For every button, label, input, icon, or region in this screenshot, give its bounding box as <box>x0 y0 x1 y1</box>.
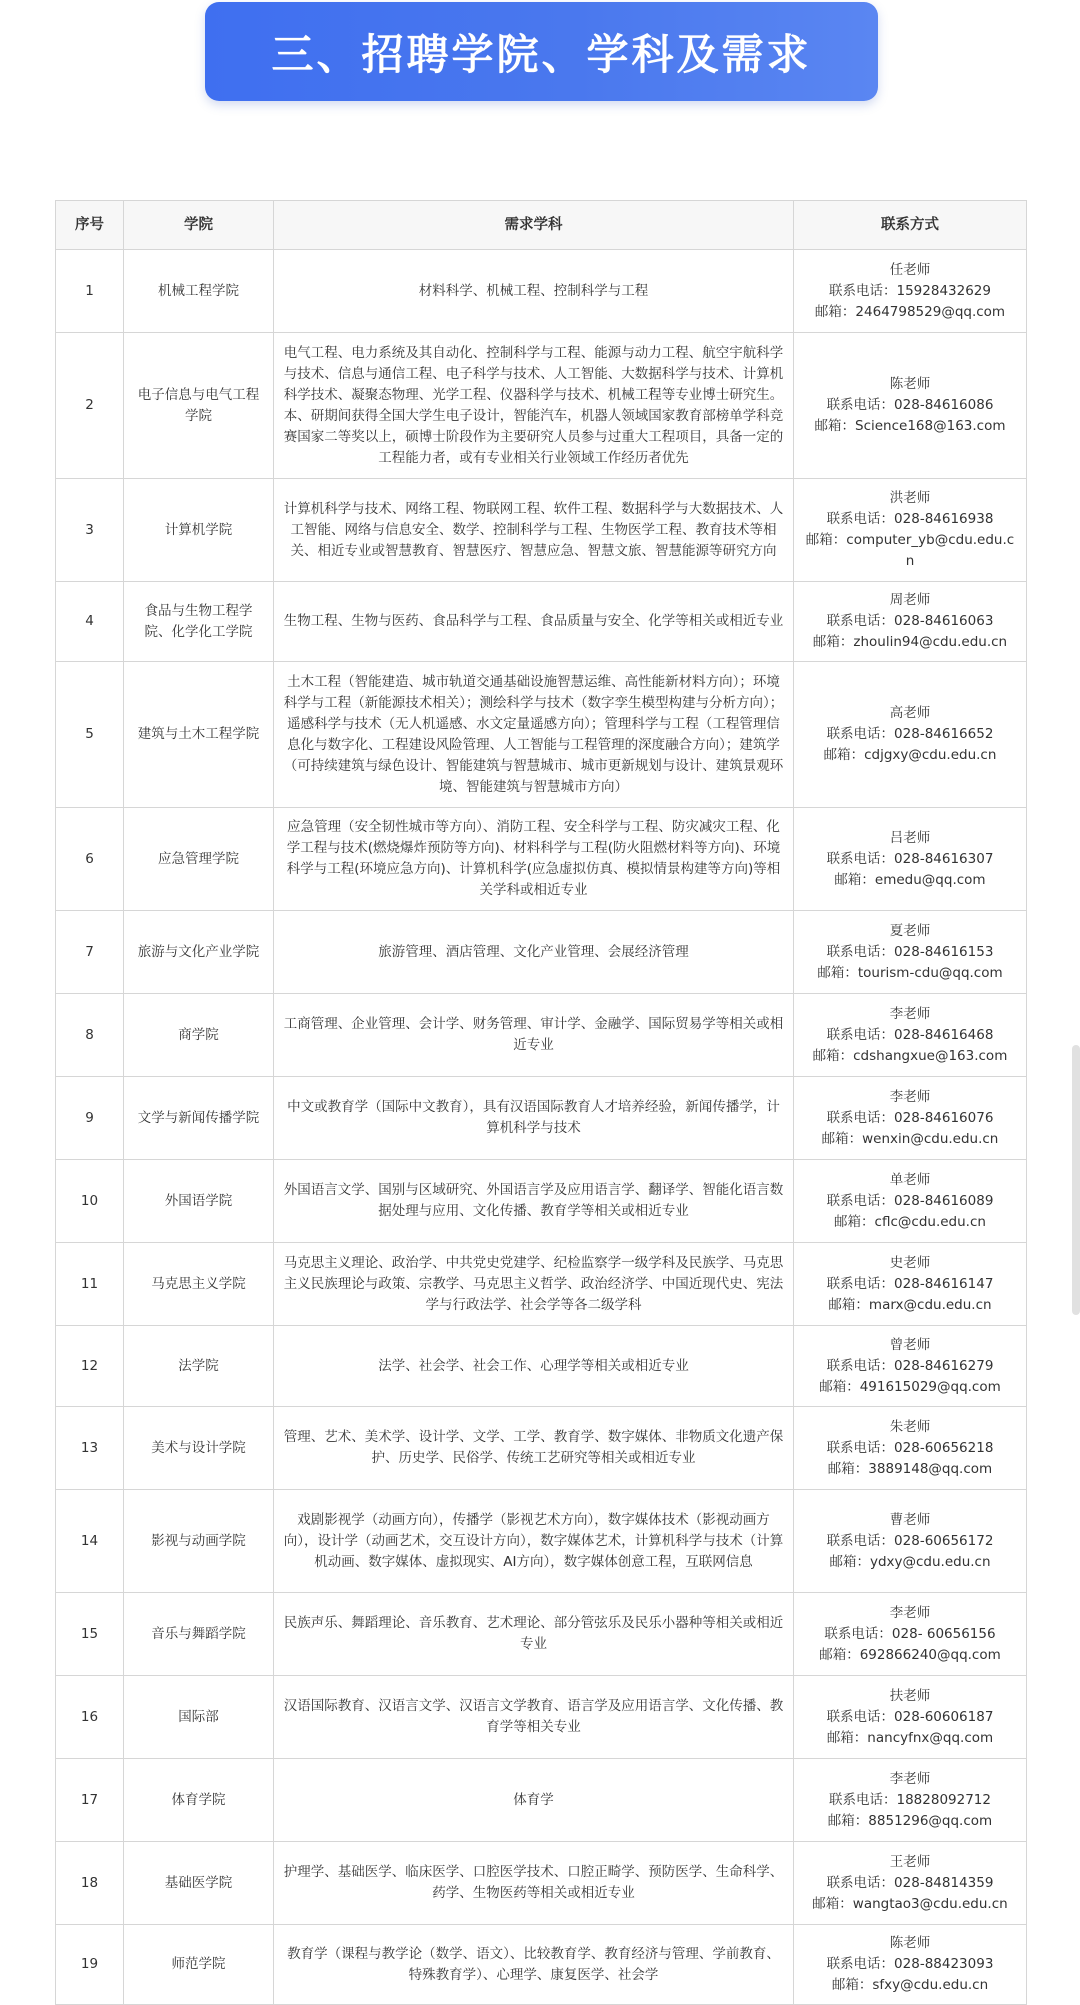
table-row <box>56 1077 1027 1160</box>
subjects-text: 计算机科学与技术、网络工程、物联网工程、软件工程、数据科学与大数据技术、人工智能、网络与信息安全、数学、控制科学与工程、生物医学工程、教育技术等相关、相近专业或智慧教育、智慧医疗、智慧应急、智慧文旅、智慧能源等研究方向 <box>274 479 794 582</box>
contact-phone: 联系电话：028-84616153 <box>826 943 994 960</box>
contact-phone: 联系电话：18828092712 <box>829 1791 991 1808</box>
contact-phone: 联系电话：028-84616063 <box>826 613 994 629</box>
contact-name: 陈老师 <box>889 376 931 392</box>
contact-cell <box>794 1243 1027 1326</box>
table-row <box>56 994 1027 1077</box>
college-name: 建筑与土木工程学院 <box>124 662 274 808</box>
contact-name: 陈老师 <box>889 1935 931 1951</box>
contact-cell <box>794 1925 1027 2005</box>
contact-cell <box>794 582 1027 662</box>
section-title: 三、招聘学院、学科及需求 <box>271 29 812 79</box>
contact-phone: 联系电话：028-84814359 <box>826 1874 994 1891</box>
contact-email: 邮箱：Science168@163.com <box>814 418 1006 434</box>
table-row <box>56 250 1027 333</box>
college-name: 机械工程学院 <box>124 250 274 333</box>
row-number: 14 <box>56 1490 124 1593</box>
table-row <box>56 1160 1027 1243</box>
contact-cell <box>794 1676 1027 1759</box>
row-number: 13 <box>56 1407 124 1490</box>
contact-email: 邮箱：cflc@cdu.edu.cn <box>834 1213 986 1230</box>
college-name: 师范学院 <box>124 1925 274 2005</box>
contact-name: 吕老师 <box>889 829 931 846</box>
subjects-text: 材料科学、机械工程、控制科学与工程 <box>274 250 794 333</box>
contact-email: 邮箱：cdshangxue@163.com <box>812 1047 1008 1064</box>
college-name: 体育学院 <box>124 1759 274 1842</box>
subjects-text: 马克思主义理论、政治学、中共党史党建学、纪检监察学一级学科及民族学、马克思主义民族理论与政策、宗教学、马克思主义哲学、政治经济学、中国近现代史、宪法学与行政法学、社会学等各二级学科 <box>274 1243 794 1326</box>
contact-email: 邮箱：marx@cdu.edu.cn <box>828 1296 992 1313</box>
college-name: 电子信息与电气工程学院 <box>124 333 274 479</box>
contact-name: 曾老师 <box>889 1336 931 1353</box>
college-name: 马克思主义学院 <box>124 1243 274 1326</box>
table-row <box>56 1407 1027 1490</box>
subjects-text: 外国语言文学、国别与区域研究、外国语言学及应用语言学、翻译学、智能化语言数据处理与应用、文化传播、教育学等相关或相近专业 <box>274 1160 794 1243</box>
college-name: 基础医学院 <box>124 1842 274 1925</box>
contact-email: 邮箱：8851296@qq.com <box>827 1812 993 1829</box>
subjects-text: 汉语国际教育、汉语言文学、汉语言文学教育、语言学及应用语言学、文化传播、教育学等相关专业 <box>274 1676 794 1759</box>
subjects-text: 旅游管理、酒店管理、文化产业管理、会展经济管理 <box>274 911 794 994</box>
college-name: 商学院 <box>124 994 274 1077</box>
header-contact: 联系方式 <box>794 201 1027 250</box>
contact-email: 邮箱：nancyfnx@qq.com <box>826 1729 994 1746</box>
contact-phone: 联系电话：028-84616468 <box>826 1026 994 1043</box>
row-number: 6 <box>56 808 124 911</box>
row-number: 12 <box>56 1326 124 1407</box>
table-row <box>56 1326 1027 1407</box>
row-number: 11 <box>56 1243 124 1326</box>
contact-phone: 联系电话：028-84616086 <box>826 397 994 413</box>
contact-phone: 联系电话：028-84616279 <box>826 1357 994 1374</box>
row-number: 8 <box>56 994 124 1077</box>
subjects-text: 法学、社会学、社会工作、心理学等相关或相近专业 <box>274 1326 794 1407</box>
row-number: 15 <box>56 1593 124 1676</box>
contact-cell <box>794 1490 1027 1593</box>
subjects-text: 护理学、基础医学、临床医学、口腔医学技术、口腔正畸学、预防医学、生命科学、药学、生物医药等相关或相近专业 <box>274 1842 794 1925</box>
row-number: 9 <box>56 1077 124 1160</box>
section-title-banner <box>205 2 878 101</box>
subjects-text: 中文或教育学（国际中文教育），具有汉语国际教育人才培养经验，新闻传播学，计算机科学与技术 <box>274 1077 794 1160</box>
contact-email: 邮箱：sfxy@cdu.edu.cn <box>831 1977 989 1993</box>
contact-phone: 联系电话：028-60656172 <box>826 1532 994 1549</box>
row-number: 3 <box>56 479 124 582</box>
table-row <box>56 479 1027 582</box>
contact-cell <box>794 479 1027 582</box>
row-number: 19 <box>56 1925 124 2005</box>
contact-name: 李老师 <box>889 1770 931 1787</box>
college-name: 外国语学院 <box>124 1160 274 1243</box>
table-row <box>56 1759 1027 1842</box>
contact-name: 李老师 <box>889 1005 931 1022</box>
row-number: 18 <box>56 1842 124 1925</box>
subjects-text: 体育学 <box>274 1759 794 1842</box>
subjects-text: 生物工程、生物与医药、食品科学与工程、食品质量与安全、化学等相关或相近专业 <box>274 582 794 662</box>
recruitment-table-container <box>55 200 1026 2005</box>
contact-email: 邮箱：3889148@qq.com <box>827 1460 993 1477</box>
subjects-text: 工商管理、企业管理、会计学、财务管理、审计学、金融学、国际贸易学等相关或相近专业 <box>274 994 794 1077</box>
contact-email: 邮箱：ydxy@cdu.edu.cn <box>829 1553 991 1570</box>
recruitment-table <box>55 200 1027 2005</box>
subjects-text: 应急管理（安全韧性城市等方向）、消防工程、安全科学与工程、防灾减灾工程、化学工程与技术(燃烧爆炸预防等方向)、材料科学与工程(防火阻燃材料等方向)、环境科学与工程(环境应急方向)、计算机科学(应急虚拟仿真、模拟情景构建等方向)等相关学科或相近专业 <box>274 808 794 911</box>
contact-phone: 联系电话：028-60656218 <box>826 1439 994 1456</box>
contact-cell <box>794 333 1027 479</box>
contact-phone: 联系电话：028-84616147 <box>826 1275 994 1292</box>
subjects-text: 电气工程、电力系统及其自动化、控制科学与工程、能源与动力工程、航空宇航科学与技术、信息与通信工程、电子科学与技术、人工智能、大数据科学与技术、计算机科学技术、凝聚态物理、光学工程、仪器科学与技术、机械工程等专业博士研究生。本、研期间获得全国大学生电子设计，智能汽车，机器人领域国家教育部榜单学科竞赛国家二等奖以上，硕博士阶段作为主要研究人员参与过重大工程项目，具备一定的工程能力者，或有专业相关行业领域工作经历者优先 <box>274 333 794 479</box>
table-row <box>56 1243 1027 1326</box>
contact-cell <box>794 1077 1027 1160</box>
table-row <box>56 1490 1027 1593</box>
row-number: 10 <box>56 1160 124 1243</box>
table-row <box>56 582 1027 662</box>
college-name: 计算机学院 <box>124 479 274 582</box>
header-no: 序号 <box>56 201 124 250</box>
contact-phone: 联系电话：028-84616307 <box>826 850 994 867</box>
row-number: 17 <box>56 1759 124 1842</box>
contact-phone: 联系电话：028-84616089 <box>826 1192 994 1209</box>
contact-cell <box>794 1759 1027 1842</box>
college-name: 应急管理学院 <box>124 808 274 911</box>
college-name: 美术与设计学院 <box>124 1407 274 1490</box>
contact-email: 邮箱：692866240@qq.com <box>819 1646 1001 1663</box>
contact-phone: 联系电话：028- 60656156 <box>824 1625 996 1642</box>
subjects-text: 教育学（课程与教学论（数学、语文）、比较教育学、教育经济与管理、学前教育、特殊教育学）、心理学、康复医学、社会学 <box>274 1925 794 2005</box>
college-name: 旅游与文化产业学院 <box>124 911 274 994</box>
contact-email: 邮箱：cdjgxy@cdu.edu.cn <box>823 747 997 763</box>
contact-name: 史老师 <box>889 1254 931 1271</box>
contact-email: 邮箱：tourism-cdu@qq.com <box>817 964 1003 981</box>
contact-name: 李老师 <box>889 1088 931 1105</box>
table-row <box>56 1676 1027 1759</box>
subjects-text: 戏剧影视学（动画方向），传播学（影视艺术方向），数字媒体技术（影视动画方向），设计学（动画艺术，交互设计方向），数字媒体艺术，计算机科学与技术（计算机动画、数字媒体、虚拟现实、AI方向），数字媒体创意工程，互联网信息 <box>274 1490 794 1593</box>
contact-cell <box>794 808 1027 911</box>
contact-cell <box>794 911 1027 994</box>
college-name: 影视与动画学院 <box>124 1490 274 1593</box>
contact-cell <box>794 250 1027 333</box>
contact-email: 邮箱：491615029@qq.com <box>819 1378 1001 1395</box>
contact-cell <box>794 1593 1027 1676</box>
contact-email: 邮箱：zhoulin94@cdu.edu.cn <box>812 634 1008 650</box>
contact-name: 朱老师 <box>889 1418 931 1435</box>
header-college: 学院 <box>124 201 274 250</box>
subjects-text: 民族声乐、舞蹈理论、音乐教育、艺术理论、部分管弦乐及民乐小器种等相关或相近专业 <box>274 1593 794 1676</box>
contact-phone: 联系电话：028-84616076 <box>826 1109 994 1126</box>
contact-name: 曹老师 <box>889 1511 931 1528</box>
row-number: 7 <box>56 911 124 994</box>
contact-phone: 联系电话：028-84616938 <box>826 511 994 527</box>
contact-name: 单老师 <box>889 1171 931 1188</box>
table-row <box>56 911 1027 994</box>
row-number: 4 <box>56 582 124 662</box>
subjects-text: 土木工程（智能建造、城市轨道交通基础设施智慧运维、高性能新材料方向）；环境科学与工程（新能源技术相关）；测绘科学与技术（数字孪生模型构建与分析方向）；遥感科学与技术（无人机遥感、水文定量遥感方向）；管理科学与工程（工程管理信息化与数字化、工程建设风险管理、人工智能与工程管理的深度融合方向）；建筑学（可持续建筑与绿色设计、智能建筑与智慧城市、城市更新规划与设计、建筑景观环境、智能建筑与智慧城市方向） <box>274 662 794 808</box>
college-name: 法学院 <box>124 1326 274 1407</box>
contact-cell <box>794 1160 1027 1243</box>
row-number: 16 <box>56 1676 124 1759</box>
contact-name: 高老师 <box>889 705 931 721</box>
contact-email: 邮箱：wangtao3@cdu.edu.cn <box>812 1895 1008 1912</box>
contact-cell <box>794 1407 1027 1490</box>
contact-name: 李老师 <box>889 1604 931 1621</box>
contact-cell <box>794 662 1027 808</box>
table-row <box>56 662 1027 808</box>
row-number: 2 <box>56 333 124 479</box>
contact-phone: 联系电话：028-88423093 <box>826 1956 994 1972</box>
contact-email: 邮箱：wenxin@cdu.edu.cn <box>821 1130 999 1147</box>
row-number: 1 <box>56 250 124 333</box>
contact-name: 洪老师 <box>889 490 931 506</box>
table-row <box>56 808 1027 911</box>
table-row <box>56 333 1027 479</box>
contact-name: 任老师 <box>889 261 931 278</box>
contact-name: 扶老师 <box>889 1687 931 1704</box>
table-row <box>56 1842 1027 1925</box>
college-name: 国际部 <box>124 1676 274 1759</box>
contact-email: 邮箱：2464798529@qq.com <box>814 303 1006 320</box>
contact-name: 周老师 <box>889 592 931 608</box>
contact-phone: 联系电话：028-84616652 <box>826 726 994 742</box>
college-name: 文学与新闻传播学院 <box>124 1077 274 1160</box>
contact-email: 邮箱：computer_yb@cdu.edu.cn <box>805 532 1015 569</box>
college-name: 音乐与舞蹈学院 <box>124 1593 274 1676</box>
row-number: 5 <box>56 662 124 808</box>
header-subjects: 需求学科 <box>274 201 794 250</box>
college-name: 食品与生物工程学院、化学化工学院 <box>124 582 274 662</box>
table-row <box>56 1593 1027 1676</box>
contact-phone: 联系电话：028-60606187 <box>826 1708 994 1725</box>
scrollbar-thumb[interactable] <box>1072 1045 1080 1315</box>
contact-cell <box>794 1326 1027 1407</box>
subjects-text: 管理、艺术、美术学、设计学、文学、工学、教育学、数字媒体、非物质文化遗产保护、历史学、民俗学、传统工艺研究等相关或相近专业 <box>274 1407 794 1490</box>
contact-cell <box>794 994 1027 1077</box>
table-row <box>56 1925 1027 2005</box>
contact-name: 夏老师 <box>889 922 931 939</box>
contact-email: 邮箱：emedu@qq.com <box>834 871 986 888</box>
contact-phone: 联系电话：15928432629 <box>829 282 991 299</box>
contact-name: 王老师 <box>889 1853 931 1870</box>
table-header-row <box>56 201 1027 250</box>
contact-cell <box>794 1842 1027 1925</box>
